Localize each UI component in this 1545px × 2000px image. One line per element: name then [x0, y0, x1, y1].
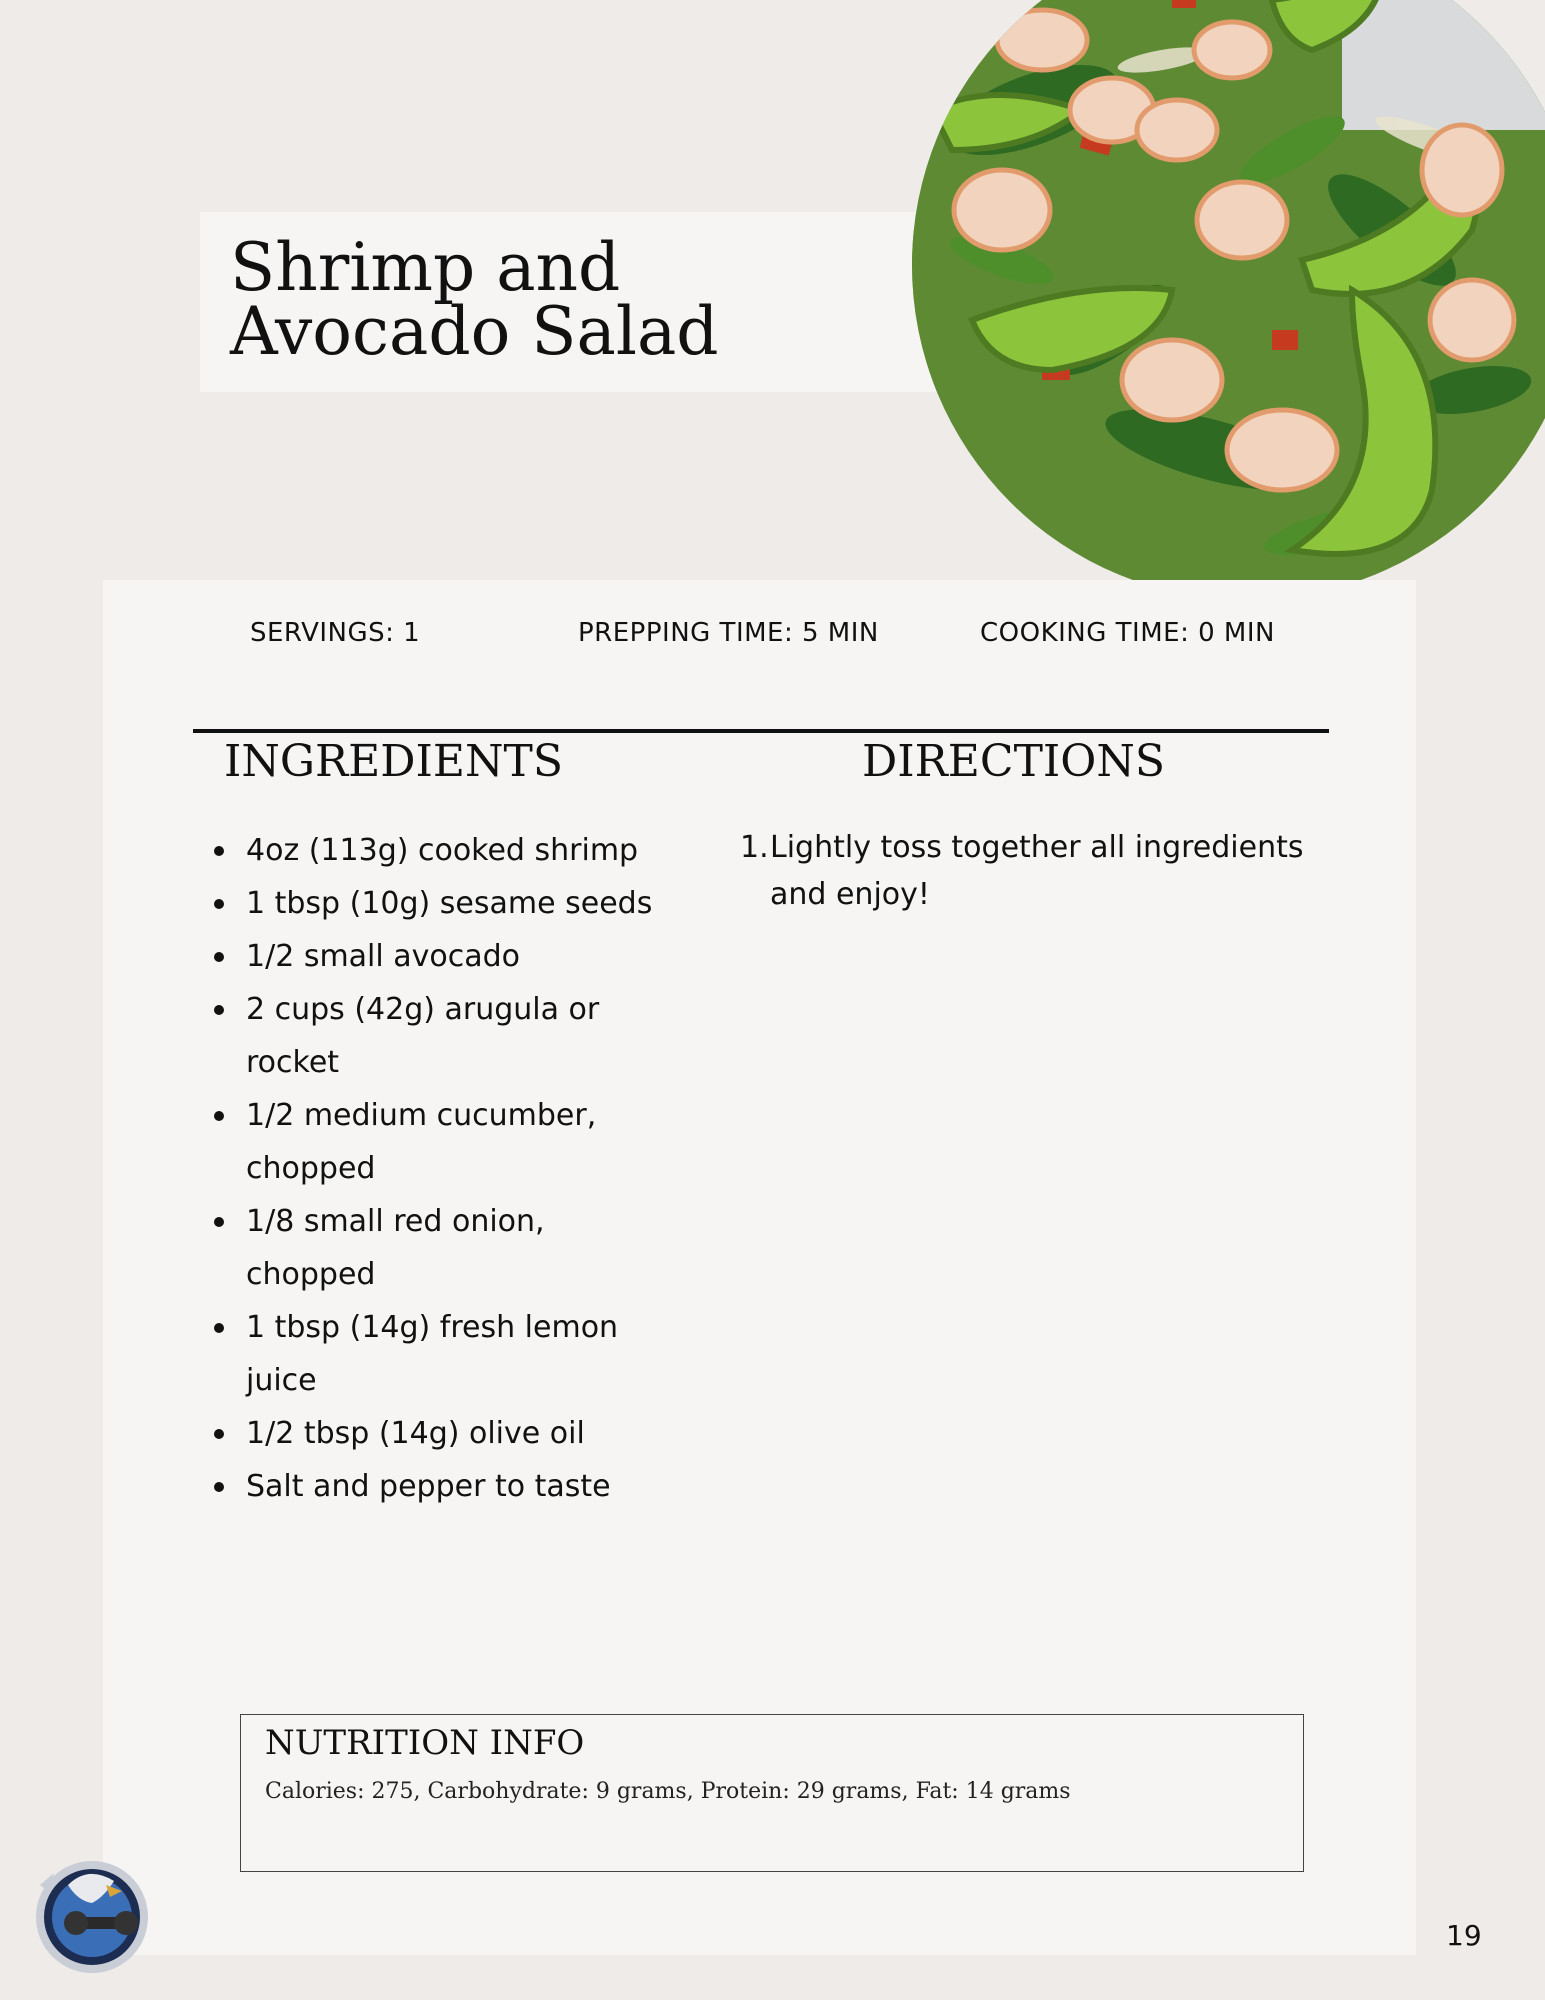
section-divider	[193, 729, 1329, 733]
studio-logo	[18, 1845, 154, 1981]
ingredient-item: Salt and pepper to taste	[205, 1460, 675, 1513]
step-text: Lightly toss together all ingredients and enjoy!	[770, 830, 1304, 912]
ingredient-item: 1 tbsp (10g) sesame seeds	[205, 877, 675, 930]
page-number: 19	[1446, 1919, 1482, 1952]
salad-photo	[912, 0, 1545, 600]
ingredients-heading: INGREDIENTS	[224, 736, 564, 787]
ingredients-list	[205, 824, 675, 1513]
cook-time: COOKING TIME: 0 MIN	[980, 618, 1275, 648]
directions-heading: DIRECTIONS	[862, 736, 1166, 787]
ingredient-item: 1/8 small red onion, chopped	[205, 1195, 675, 1301]
direction-step	[740, 824, 1340, 918]
directions-list	[740, 824, 1340, 918]
prep-time: PREPPING TIME: 5 MIN	[578, 618, 879, 648]
title-box	[200, 212, 960, 392]
recipe-title: Shrimp and Avocado Salad	[230, 229, 719, 370]
step-number: 1.	[740, 830, 769, 865]
ingredient-item: 1/2 small avocado	[205, 930, 675, 983]
ingredient-item: 1 tbsp (14g) fresh lemon juice	[205, 1301, 675, 1407]
ingredient-item: 1/2 medium cucumber, chopped	[205, 1089, 675, 1195]
ingredient-item: 4oz (113g) cooked shrimp	[205, 824, 675, 877]
servings: SERVINGS: 1	[250, 618, 421, 648]
nutrition-box	[240, 1714, 1304, 1872]
nutrition-text: Calories: 275, Carbohydrate: 9 grams, Protein: 29 grams, Fat: 14 grams	[265, 1779, 1071, 1804]
ingredient-item: 2 cups (42g) arugula or rocket	[205, 983, 675, 1089]
nutrition-heading: NUTRITION INFO	[265, 1723, 585, 1763]
ingredient-item: 1/2 tbsp (14g) olive oil	[205, 1407, 675, 1460]
